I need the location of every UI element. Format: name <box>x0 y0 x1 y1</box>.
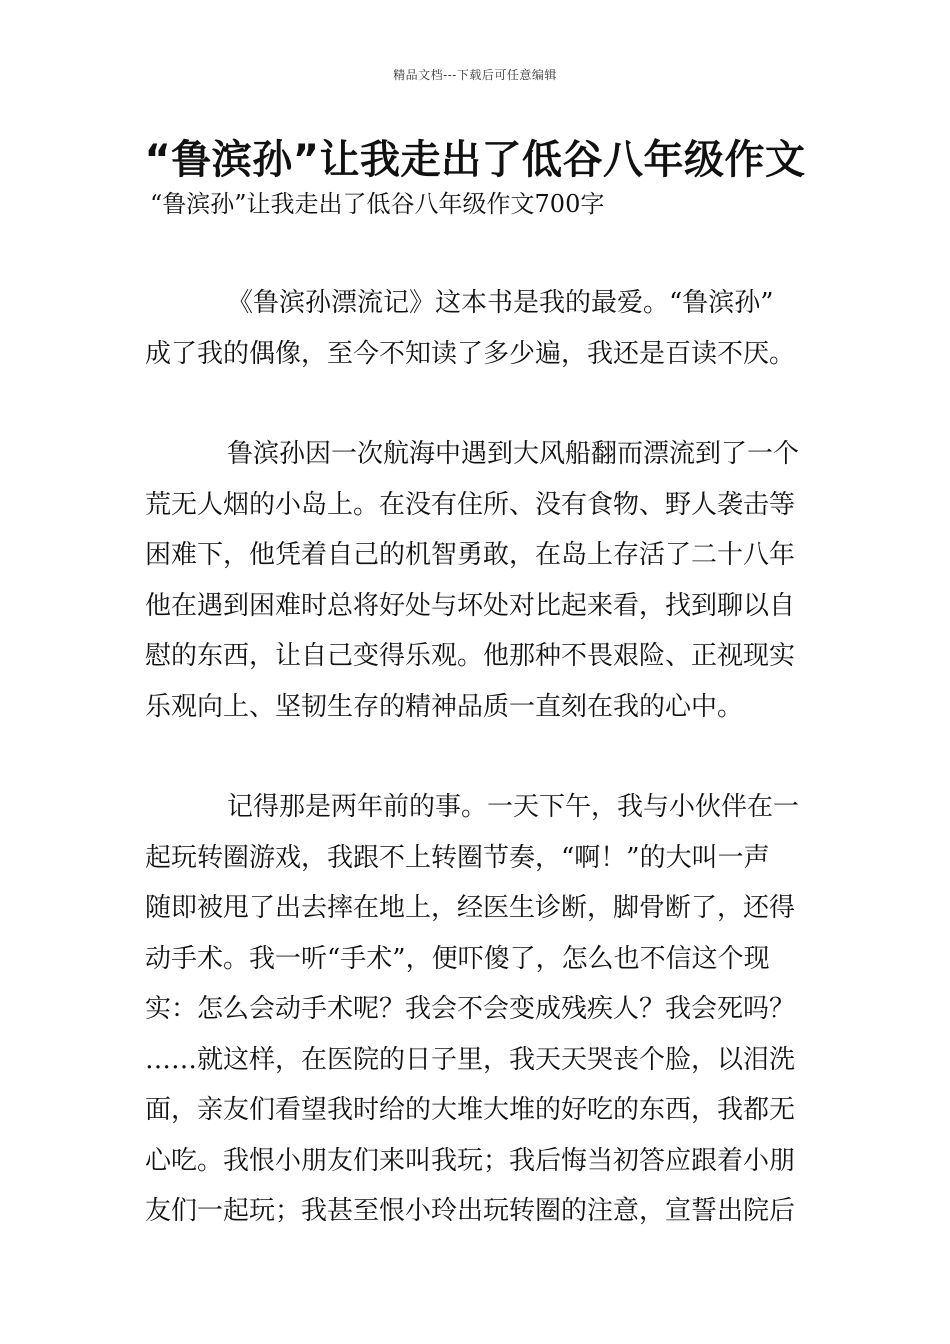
paragraph-2 <box>145 429 810 732</box>
paragraph-line: 起玩转圈游戏，我跟不上转圈节奏，“啊！”的大叫一声 <box>145 842 770 873</box>
paragraph-line: 慰的东西，让自己变得乐观。他那种不畏艰险、正视现实 <box>145 641 796 671</box>
paragraph-line: 鲁滨孙因一次航海中遇到大风船翻而漂流到了一个 <box>227 439 800 469</box>
paragraph-line: 心吃。我恨小朋友们来叫我玩；我后悔当初答应跟着小朋 <box>145 1145 796 1176</box>
paragraph-3 <box>145 782 810 1237</box>
paragraph-line: 乐观向上、坚韧生存的精神品质一直刻在我的心中。 <box>145 691 744 722</box>
document-subtitle: “鲁滨孙”让我走出了低谷八年级作文700字 <box>150 190 605 218</box>
paragraph-line: 成了我的偶像，至今不知读了多少遍，我还是百读不厌。 <box>145 338 796 369</box>
document-title: “鲁滨孙”让我走出了低谷八年级作文 <box>144 137 806 183</box>
paragraph-line: 面，亲友们看望我时给的大堆大堆的好吃的东西，我都无 <box>145 1095 796 1125</box>
paragraph-line: 记得那是两年前的事。一天下午，我与小伙伴在一 <box>227 792 800 822</box>
paragraph-line: 他在遇到困难时总将好处与坏处对比起来看，找到聊以自 <box>145 590 796 621</box>
paragraph-line: 友们一起玩；我甚至恨小玲出玩转圈的注意，宣誓出院后 <box>145 1196 796 1226</box>
paragraph-line: 动手术。我一听“手术”，便吓傻了，怎么也不信这个现 <box>145 943 770 974</box>
paragraph-line: 随即被甩了出去摔在地上，经医生诊断，脚骨断了，还得 <box>145 893 796 923</box>
paragraph-line: ……就这样，在医院的日子里，我天天哭丧个脸，以泪洗 <box>145 1044 796 1075</box>
paragraph-1 <box>145 278 810 379</box>
paragraph-line: 荒无人烟的小岛上。在没有住所、没有食物、野人袭击等 <box>145 489 796 520</box>
paragraph-line: 《鲁滨孙漂流记》这本书是我的最爱。“鲁滨孙” <box>227 288 774 318</box>
paragraph-line: 实：怎么会动手术呢？我会不会变成残疾人？我会死吗？ <box>145 994 796 1024</box>
document-body <box>145 278 810 1287</box>
paragraph-line: 困难下，他凭着自己的机智勇敢，在岛上存活了二十八年 <box>145 540 796 570</box>
page-header: 精品文档---下载后可任意编辑 <box>393 68 557 82</box>
